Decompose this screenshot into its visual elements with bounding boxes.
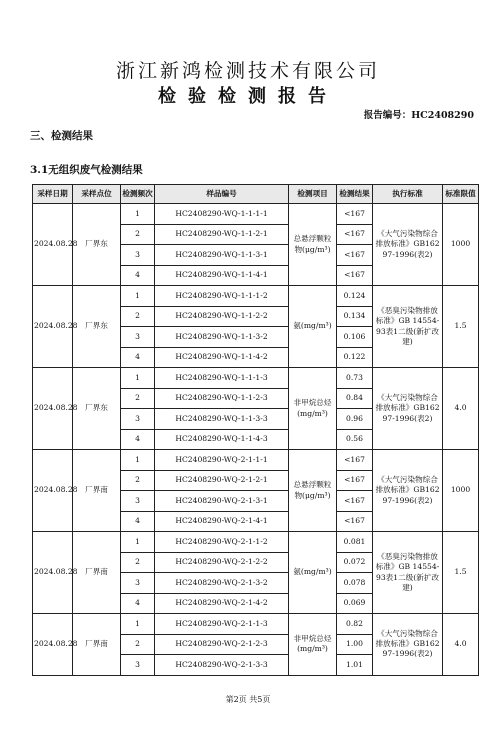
sample-id-cell: HC2408290-WQ-1-1-1-1 <box>155 204 289 225</box>
test-item: 非甲烷总烃(mg/m³) <box>289 614 337 676</box>
sample-id-cell: HC2408290-WQ-2-1-1-1 <box>155 450 289 471</box>
col-header-sample-id: 样品编号 <box>155 185 289 204</box>
col-header-frequency: 检测频次 <box>121 185 155 204</box>
result-cell: 0.122 <box>337 347 373 368</box>
sample-id-cell: HC2408290-WQ-2-1-1-3 <box>155 614 289 635</box>
page-footer: 第2页 共5页 <box>225 695 271 704</box>
frequency-cell: 3 <box>121 409 155 430</box>
result-cell: <167 <box>337 265 373 286</box>
frequency-cell: 2 <box>121 388 155 409</box>
sample-id-cell: HC2408290-WQ-2-1-4-1 <box>155 511 289 532</box>
frequency-cell: 2 <box>121 634 155 655</box>
sample-id-cell: HC2408290-WQ-2-1-3-3 <box>155 655 289 676</box>
test-item: 氨(mg/m³) <box>289 532 337 614</box>
sampling-date: 2024.08.28 <box>33 614 73 676</box>
result-cell: <167 <box>337 245 373 266</box>
standard-cell: 《大气污染物综合排放标准》GB16297-1996(表2) <box>373 204 443 286</box>
frequency-cell: 2 <box>121 306 155 327</box>
result-cell: 1.01 <box>337 655 373 676</box>
table-row <box>33 368 479 389</box>
result-cell: 0.078 <box>337 573 373 594</box>
col-header-item: 检测项目 <box>289 185 337 204</box>
sample-id-cell: HC2408290-WQ-1-1-1-2 <box>155 286 289 307</box>
test-item: 总悬浮颗粒物(μg/m³) <box>289 450 337 532</box>
sample-id-cell: HC2408290-WQ-1-1-1-3 <box>155 368 289 389</box>
frequency-cell: 2 <box>121 552 155 573</box>
result-cell: 0.134 <box>337 306 373 327</box>
table-row <box>33 204 479 225</box>
frequency-cell: 2 <box>121 470 155 491</box>
sample-id-cell: HC2408290-WQ-2-1-2-2 <box>155 552 289 573</box>
company-name: 浙江新鸿检测技术有限公司 <box>115 60 380 82</box>
result-cell: 0.82 <box>337 614 373 635</box>
sampling-location: 厂界南 <box>73 450 121 532</box>
test-item: 总悬浮颗粒物(μg/m³) <box>289 204 337 286</box>
standard-cell: 《大气污染物综合排放标准》GB16297-1996(表2) <box>373 614 443 676</box>
sampling-location: 厂界东 <box>73 368 121 450</box>
col-header-date: 采样日期 <box>33 185 73 204</box>
sample-id-cell: HC2408290-WQ-1-1-3-3 <box>155 409 289 430</box>
frequency-cell: 3 <box>121 573 155 594</box>
result-cell: <167 <box>337 491 373 512</box>
results-table <box>32 184 479 676</box>
result-cell: <167 <box>337 450 373 471</box>
result-cell: 0.124 <box>337 286 373 307</box>
limit-cell: 1.5 <box>443 532 479 614</box>
frequency-cell: 1 <box>121 532 155 553</box>
result-cell: 0.56 <box>337 429 373 450</box>
limit-cell: 1000 <box>443 450 479 532</box>
sampling-location: 厂界东 <box>73 286 121 368</box>
standard-cell: 《恶臭污染物排放标准》GB 14554-93表1二级(新扩改建) <box>373 286 443 368</box>
result-cell: 0.106 <box>337 327 373 348</box>
frequency-cell: 1 <box>121 450 155 471</box>
sampling-location: 厂界南 <box>73 614 121 676</box>
sampling-location: 厂界南 <box>73 532 121 614</box>
result-cell: <167 <box>337 204 373 225</box>
report-title: 检验检测报告 <box>158 86 338 107</box>
col-header-location: 采样点位 <box>73 185 121 204</box>
sampling-date: 2024.08.28 <box>33 532 73 614</box>
table-row <box>33 286 479 307</box>
subsection-title: 3.1无组织废气检测结果 <box>30 164 143 176</box>
report-number: 报告编号：HC2408290 <box>363 110 474 121</box>
result-cell: <167 <box>337 224 373 245</box>
result-cell: <167 <box>337 511 373 532</box>
frequency-cell: 4 <box>121 593 155 614</box>
result-cell: <167 <box>337 470 373 491</box>
sample-id-cell: HC2408290-WQ-2-1-3-1 <box>155 491 289 512</box>
sample-id-cell: HC2408290-WQ-1-1-4-1 <box>155 265 289 286</box>
limit-cell: 1000 <box>443 204 479 286</box>
frequency-cell: 1 <box>121 614 155 635</box>
table-row <box>33 614 479 635</box>
section-title: 三、检测结果 <box>30 130 93 142</box>
sample-id-cell: HC2408290-WQ-2-1-4-2 <box>155 593 289 614</box>
result-cell: 0.96 <box>337 409 373 430</box>
frequency-cell: 1 <box>121 204 155 225</box>
sample-id-cell: HC2408290-WQ-2-1-3-2 <box>155 573 289 594</box>
sample-id-cell: HC2408290-WQ-1-1-3-1 <box>155 245 289 266</box>
limit-cell: 1.5 <box>443 286 479 368</box>
sample-id-cell: HC2408290-WQ-1-1-4-2 <box>155 347 289 368</box>
sample-id-cell: HC2408290-WQ-1-1-2-3 <box>155 388 289 409</box>
sampling-date: 2024.08.28 <box>33 450 73 532</box>
standard-cell: 《大气污染物综合排放标准》GB16297-1996(表2) <box>373 368 443 450</box>
frequency-cell: 4 <box>121 265 155 286</box>
limit-cell: 4.0 <box>443 368 479 450</box>
frequency-cell: 3 <box>121 245 155 266</box>
col-header-standard: 执行标准 <box>373 185 443 204</box>
table-header-row <box>33 185 479 204</box>
limit-cell: 4.0 <box>443 614 479 676</box>
result-cell: 0.73 <box>337 368 373 389</box>
col-header-limit: 标准限值 <box>443 185 479 204</box>
result-cell: 0.081 <box>337 532 373 553</box>
frequency-cell: 1 <box>121 368 155 389</box>
result-cell: 1.00 <box>337 634 373 655</box>
sample-id-cell: HC2408290-WQ-2-1-1-2 <box>155 532 289 553</box>
frequency-cell: 4 <box>121 429 155 450</box>
sampling-location: 厂界东 <box>73 204 121 286</box>
result-cell: 0.069 <box>337 593 373 614</box>
frequency-cell: 4 <box>121 511 155 532</box>
sample-id-cell: HC2408290-WQ-2-1-2-3 <box>155 634 289 655</box>
standard-cell: 《大气污染物综合排放标准》GB16297-1996(表2) <box>373 450 443 532</box>
sampling-date: 2024.08.28 <box>33 368 73 450</box>
sampling-date: 2024.08.28 <box>33 286 73 368</box>
result-cell: 0.072 <box>337 552 373 573</box>
frequency-cell: 3 <box>121 491 155 512</box>
result-cell: 0.84 <box>337 388 373 409</box>
test-item: 氨(mg/m³) <box>289 286 337 368</box>
table-row <box>33 450 479 471</box>
frequency-cell: 4 <box>121 347 155 368</box>
frequency-cell: 3 <box>121 655 155 676</box>
col-header-result: 检测结果 <box>337 185 373 204</box>
sample-id-cell: HC2408290-WQ-1-1-4-3 <box>155 429 289 450</box>
sample-id-cell: HC2408290-WQ-1-1-2-1 <box>155 224 289 245</box>
frequency-cell: 3 <box>121 327 155 348</box>
table-row <box>33 532 479 553</box>
sample-id-cell: HC2408290-WQ-1-1-2-2 <box>155 306 289 327</box>
test-item: 非甲烷总烃(mg/m³) <box>289 368 337 450</box>
standard-cell: 《恶臭污染物排放标准》GB 14554-93表1二级(新扩改建) <box>373 532 443 614</box>
frequency-cell: 1 <box>121 286 155 307</box>
sample-id-cell: HC2408290-WQ-1-1-3-2 <box>155 327 289 348</box>
frequency-cell: 2 <box>121 224 155 245</box>
sample-id-cell: HC2408290-WQ-2-1-2-1 <box>155 470 289 491</box>
sampling-date: 2024.08.28 <box>33 204 73 286</box>
